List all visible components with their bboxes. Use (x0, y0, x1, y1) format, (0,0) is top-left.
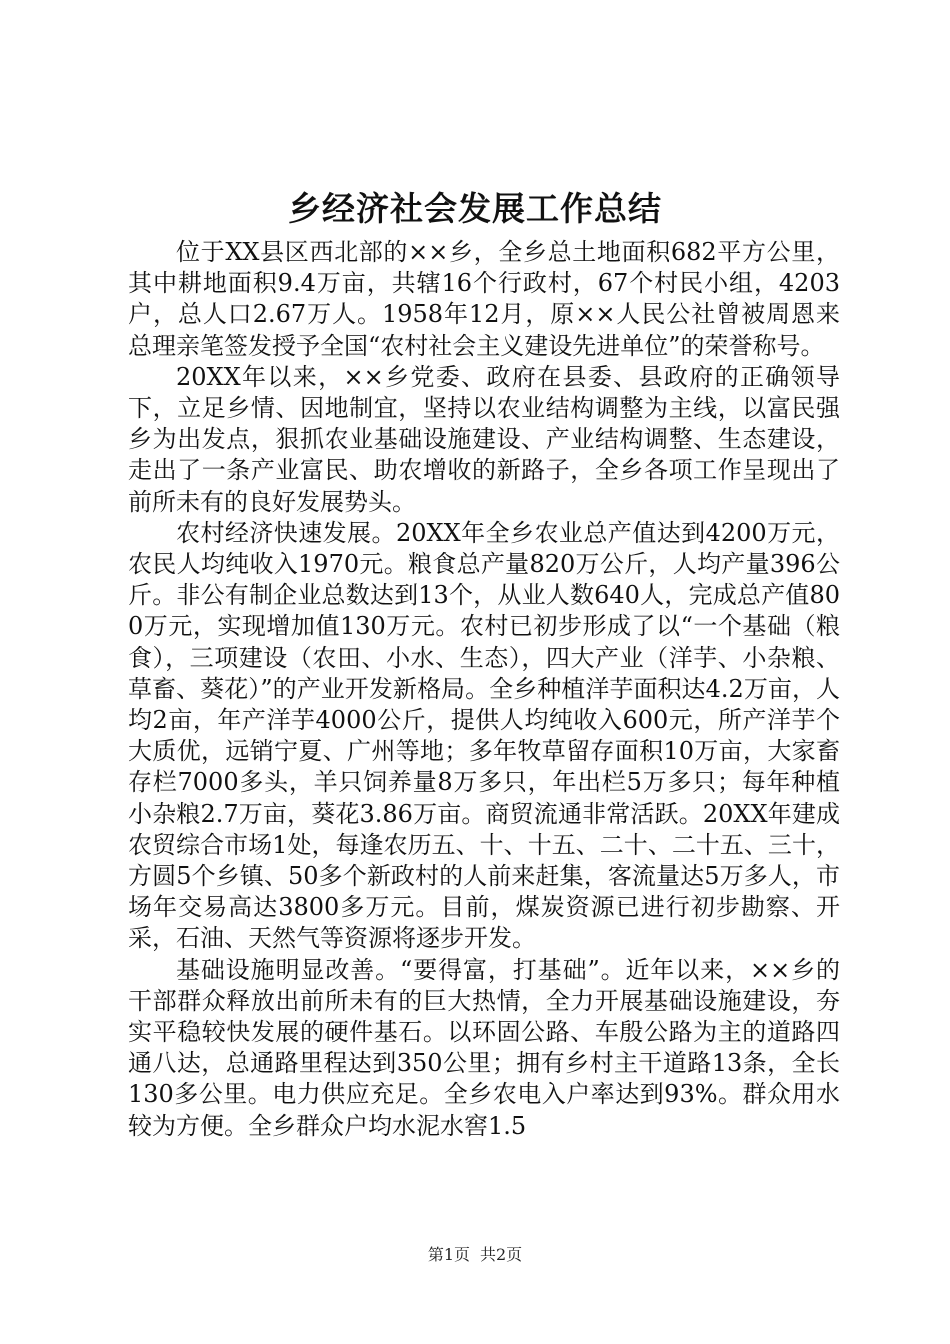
paragraph-2: 20XX年以来，××乡党委、政府在县委、县政府的正确领导下，立足乡情、因地制宜，坚持以农业结构调整为主线，以富民强乡为出发点，狠抓农业基础设施建设、产业结构调整、生态建设，走出了一条产业富民、助农增收的新路子，全乡各项工作呈现出了前所未有的良好发展势头。 (128, 362, 840, 516)
page-footer (0, 1244, 950, 1266)
paragraph-1: 位于XX县区西北部的××乡，全乡总土地面积682平方公里，其中耕地面积9.4万亩，共辖16个行政村，67个村民小组，4203户，总人口2.67万人。1958年12月，原××人民公社曾被周恩来总理亲笔签发授予全国“农村社会主义建设先进单位”的荣誉称号。 (128, 238, 840, 360)
page-total: 共2页 (480, 1245, 523, 1264)
document-title: 乡经济社会发展工作总结 (288, 189, 662, 228)
document-body (128, 237, 840, 1142)
page-number: 第1页 (427, 1245, 470, 1264)
paragraph-3: 农村经济快速发展。20XX年全乡农业总产值达到4200万元，农民人均纯收入1970元。粮食总产量820万公斤，人均产量396公斤。非公有制企业总数达到13个，从业人数640人，完成总产值800万元，实现增加值130万元。农村已初步形成了以“一个基础（粮食），三项建设（农田、小水、生态），四大产业（洋芋、小杂粮、草畜、葵花）”的产业开发新格局。全乡种植洋芋面积达4.2万亩，人均2亩，年产洋芋4000公斤，提供人均纯收入600元，所产洋芋个大质优，远销宁夏、广州等地；多年牧草留存面积10万亩，大家畜存栏7000多头，羊只饲养量8万多只，年出栏5万多只；每年种植小杂粮2.7万亩，葵花3.86万亩。商贸流通非常活跃。20XX年建成农贸综合市场1处，每逢农历五、十、十五、二十、二十五、三十，方圆5个乡镇、50多个新政村的人前来赶集，客流量达5万多人，市场年交易高达3800多万元。目前，煤炭资源已进行初步勘察、开采，石油、天然气等资源将逐步开发。 (128, 518, 840, 953)
paragraph-4: 基础设施明显改善。“要得富，打基础”。近年以来，××乡的干部群众释放出前所未有的巨大热情，全力开展基础设施建设，夯实平稳较快发展的硬件基石。以环固公路、车殷公路为主的道路四通八达，总通路里程达到350公里；拥有乡村主干道路13条，全长130多公里。电力供应充足。全乡农电入户率达到93%。群众用水较为方便。全乡群众户均水泥水窖1.5 (128, 955, 840, 1140)
